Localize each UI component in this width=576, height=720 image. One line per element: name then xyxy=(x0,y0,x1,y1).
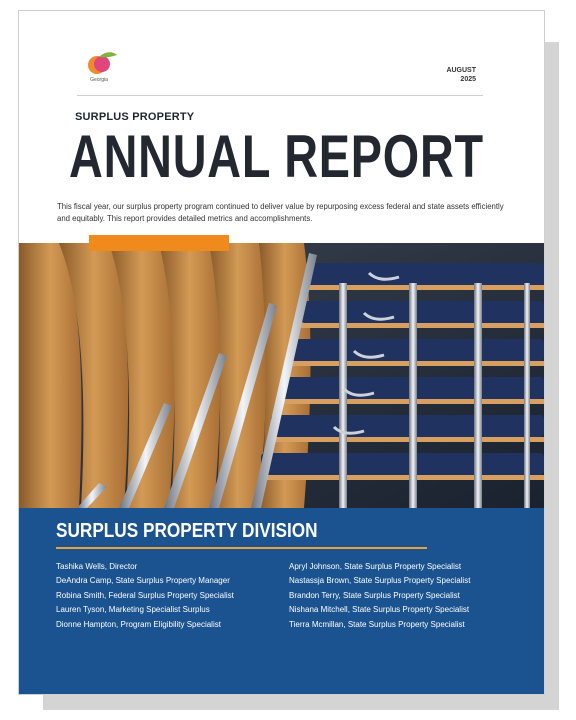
header-divider xyxy=(77,95,483,96)
staff-member: Nishana Mitchell, State Surplus Property Specialist xyxy=(289,605,470,615)
staff-member: Dionne Hampton, Program Eligibility Specialist xyxy=(56,619,221,629)
accent-bar xyxy=(89,235,229,251)
stacked-chairs-photo xyxy=(19,243,544,508)
date-month: AUGUST xyxy=(446,67,476,74)
staff-member: Tashika Wells, Director xyxy=(56,562,138,571)
report-cover-page xyxy=(18,10,545,695)
staff-member: Apryl Johnson, State Surplus Property Specialist xyxy=(289,562,462,571)
staff-member: Brandon Terry, State Surplus Property Specialist xyxy=(289,590,460,600)
report-kicker: SURPLUS PROPERTY xyxy=(75,111,195,123)
staff-member: Tierra Mcmillan, State Surplus Property Specialist xyxy=(289,619,465,629)
division-panel xyxy=(19,508,544,694)
staff-list-right xyxy=(289,560,470,632)
division-title-underline xyxy=(56,547,427,549)
report-date xyxy=(446,66,476,84)
report-intro: This fiscal year, our surplus property program continued to deliver value by repurposing excess federal and state assets efficiently and equitably. This report provides detailed metrics and accomplishments. xyxy=(57,202,504,223)
georgia-peach-logo-icon xyxy=(79,43,119,95)
report-title: ANNUAL REPORT xyxy=(69,123,484,190)
staff-member: DeAndra Camp, State Surplus Property Manager xyxy=(56,576,230,586)
staff-member: Robina Smith, Federal Surplus Property Specialist xyxy=(56,590,234,600)
date-year: 2025 xyxy=(460,76,476,83)
staff-member: Nastassja Brown, State Surplus Property Specialist xyxy=(289,576,471,586)
division-title: SURPLUS PROPERTY DIVISION xyxy=(56,520,318,542)
staff-member: Lauren Tyson, Marketing Specialist Surplus xyxy=(56,605,210,615)
logo-wordmark: Georgia xyxy=(90,77,108,83)
staff-list-left xyxy=(56,560,234,632)
